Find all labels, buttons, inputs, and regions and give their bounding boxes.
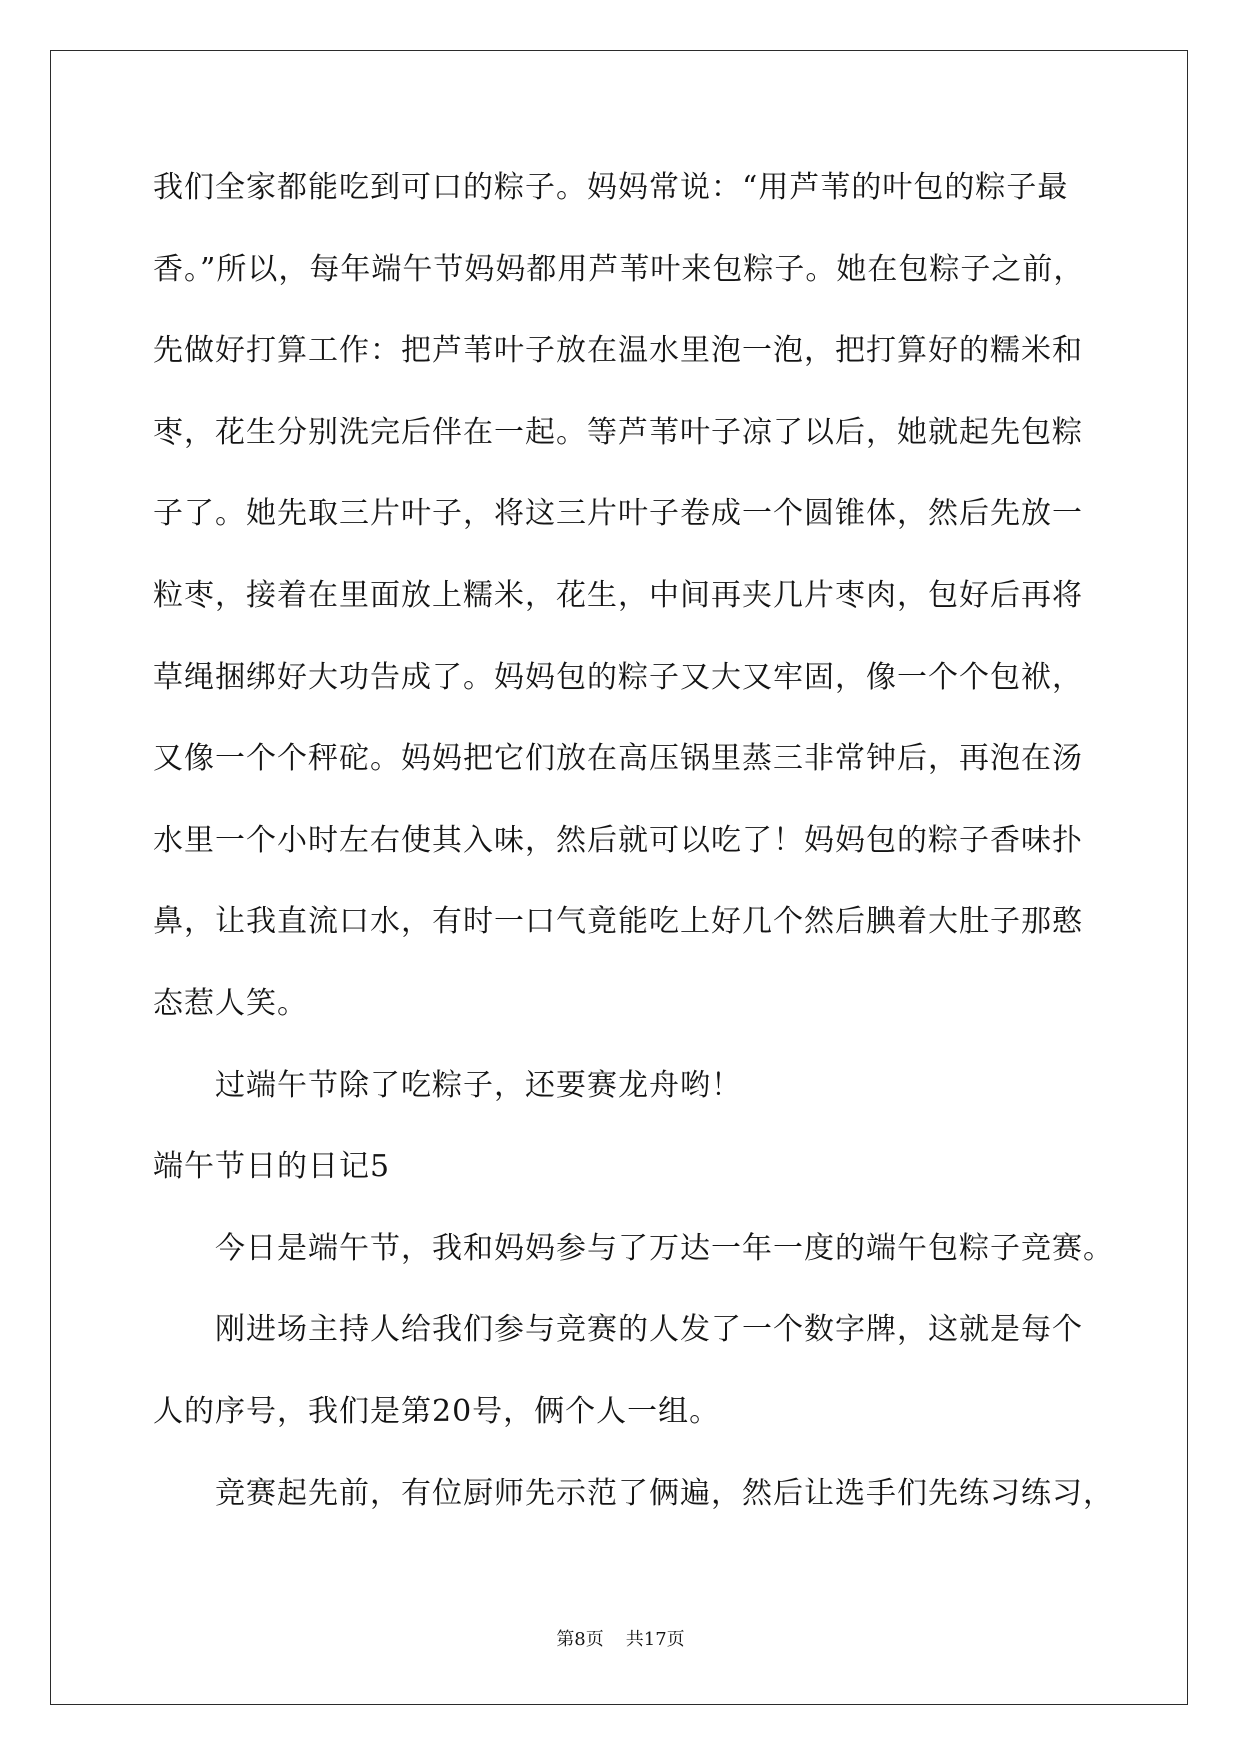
paragraph-line: 过端午节除了吃粽子，还要赛龙舟哟！ xyxy=(215,1067,742,1103)
page-total: 共17页 xyxy=(625,1629,685,1650)
document-body xyxy=(153,147,1153,1534)
paragraph-line: 水里一个小时左右使其入味，然后就可以吃了！妈妈包的粽子香味扑 xyxy=(153,822,1083,858)
paragraph-line: 今日是端午节，我和妈妈参与了万达一年一度的端午包粽子竞赛。 xyxy=(215,1230,1114,1266)
page-number: 第8页 xyxy=(556,1629,604,1650)
paragraph-line: 刚进场主持人给我们参与竞赛的人发了一个数字牌，这就是每个 xyxy=(215,1312,1083,1348)
paragraph-line: 态惹人笑。 xyxy=(153,985,308,1021)
page-footer xyxy=(0,1628,1241,1652)
paragraph-line: 人的序号，我们是第20号，俩个人一组。 xyxy=(153,1393,721,1429)
paragraph-line: 枣，花生分别洗完后伴在一起。等芦苇叶子凉了以后，她就起先包粽 xyxy=(153,414,1083,450)
paragraph-line: 香。”所以，每年端午节妈妈都用芦苇叶来包粽子。她在包粽子之前， xyxy=(153,251,1085,287)
paragraph-line: 竞赛起先前，有位厨师先示范了俩遍，然后让选手们先练习练习， xyxy=(215,1475,1114,1511)
paragraph-line: 子了。她先取三片叶子，将这三片叶子卷成一个圆锥体，然后先放一 xyxy=(153,496,1083,532)
paragraph-line: 粒枣，接着在里面放上糯米，花生，中间再夹几片枣肉，包好后再将 xyxy=(153,577,1083,613)
paragraph-line: 我们全家都能吃到可口的粽子。妈妈常说：“用芦苇的叶包的粽子最 xyxy=(153,170,1069,205)
paragraph-line: 又像一个个秤砣。妈妈把它们放在高压锅里蒸三非常钟后，再泡在汤 xyxy=(153,741,1083,777)
paragraph-line: 草绳捆绑好大功告成了。妈妈包的粽子又大又牢固，像一个个包袱， xyxy=(153,659,1083,695)
paragraph-line: 鼻，让我直流口水，有时一口气竟能吃上好几个然后腆着大肚子那憨 xyxy=(153,904,1083,940)
paragraph-line: 先做好打算工作：把芦苇叶子放在温水里泡一泡，把打算好的糯米和 xyxy=(153,333,1083,369)
section-heading: 端午节日的日记5 xyxy=(153,1149,391,1185)
